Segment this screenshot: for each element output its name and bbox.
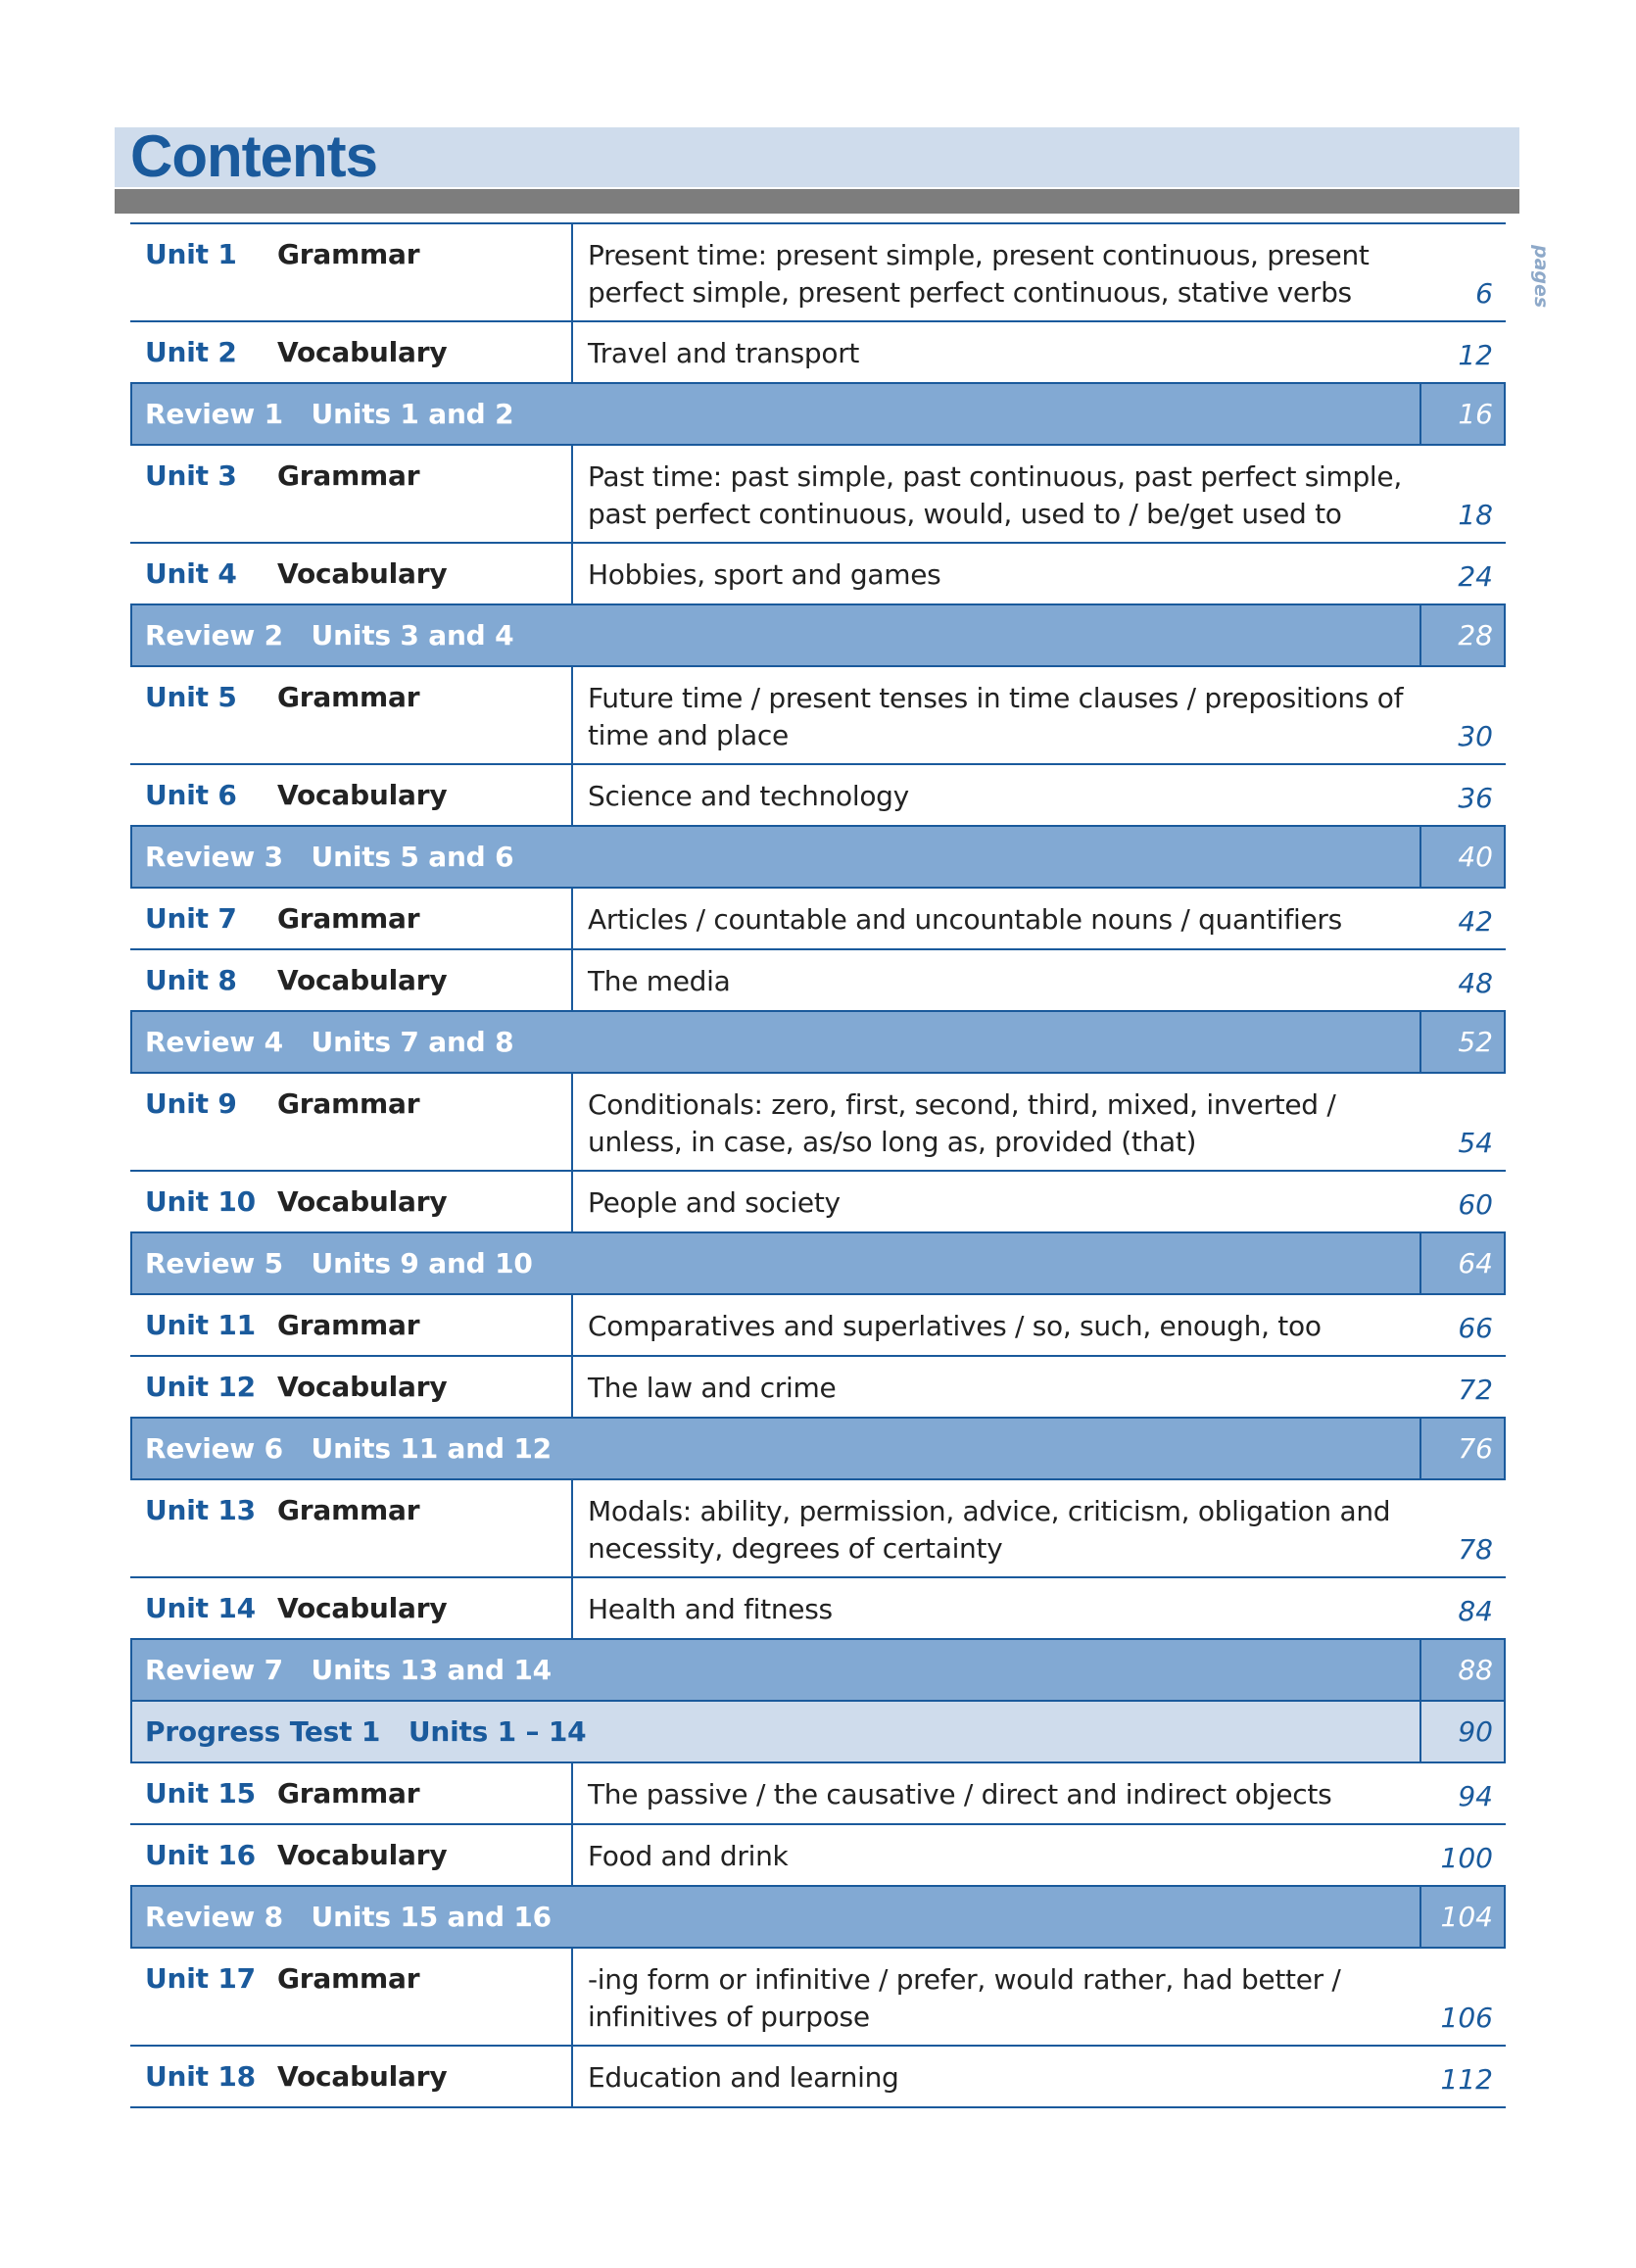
topic-cell	[573, 1825, 1506, 1885]
unit-cell	[130, 544, 573, 603]
unit-type: Vocabulary	[277, 1839, 448, 1871]
page-number: 72	[1458, 1374, 1493, 1406]
topic-cell	[573, 224, 1506, 320]
topic-cell	[573, 1074, 1506, 1170]
topic-line: The law and crime	[588, 1372, 837, 1404]
topic-line: Hobbies, sport and games	[588, 558, 941, 591]
page-number: 18	[1458, 499, 1493, 531]
toc-row-review[interactable]	[130, 605, 1506, 667]
spacer	[283, 1026, 312, 1058]
topic-line: Past time: past simple, past continuous, past perfect simple,	[588, 460, 1402, 493]
page-number: 28	[1458, 619, 1493, 651]
unit-number: Unit 9	[145, 1087, 237, 1120]
topic-line: The passive / the causative / direct and indirect objects	[588, 1778, 1332, 1810]
toc-row-unit[interactable]	[130, 224, 1506, 322]
page-cell	[1419, 1640, 1504, 1700]
topic-line: past perfect continuous, would, used to / be/get used to	[588, 498, 1342, 530]
unit-cell	[130, 765, 573, 825]
review-title: Review 4	[145, 1026, 283, 1058]
review-units: Units 7 and 8	[311, 1026, 514, 1058]
unit-type: Vocabulary	[277, 1371, 448, 1403]
topic-cell	[573, 950, 1506, 1010]
toc-row-unit[interactable]	[130, 446, 1506, 544]
page-cell	[1419, 605, 1504, 665]
page-cell	[1419, 827, 1504, 887]
toc-row-unit[interactable]	[130, 1763, 1506, 1825]
page-number: 90	[1458, 1715, 1493, 1748]
page-number: 40	[1458, 841, 1493, 873]
toc-row-review[interactable]	[130, 384, 1506, 446]
unit-cell	[130, 322, 573, 382]
spacer	[283, 619, 312, 651]
unit-number: Unit 17	[145, 1962, 256, 1995]
unit-type: Grammar	[277, 902, 420, 935]
unit-type: Vocabulary	[277, 964, 448, 996]
topic-line: necessity, degrees of certainty	[588, 1532, 1003, 1565]
spacer	[283, 1654, 312, 1686]
unit-cell	[130, 1480, 573, 1576]
review-units: Units 5 and 6	[311, 841, 514, 873]
page-number: 104	[1440, 1901, 1493, 1933]
unit-type: Grammar	[277, 681, 420, 713]
review-title: Review 6	[145, 1432, 283, 1465]
topic-cell	[573, 544, 1506, 603]
review-units: Units 13 and 14	[311, 1654, 552, 1686]
review-label	[132, 1640, 1419, 1700]
toc-row-review[interactable]	[130, 1233, 1506, 1295]
title-rule	[115, 189, 1519, 214]
topic-cell	[573, 1295, 1506, 1355]
topic-cell	[573, 667, 1506, 763]
unit-cell	[130, 1578, 573, 1638]
review-label	[132, 384, 1419, 444]
topic-line: Science and technology	[588, 780, 909, 812]
toc-row-unit[interactable]	[130, 1480, 1506, 1578]
unit-cell	[130, 2047, 573, 2106]
unit-type: Grammar	[277, 1087, 420, 1120]
toc-row-review[interactable]	[130, 1012, 1506, 1074]
unit-number: Unit 6	[145, 779, 237, 811]
toc-row-unit[interactable]	[130, 544, 1506, 605]
review-units: Units 9 and 10	[311, 1247, 533, 1279]
toc-row-unit[interactable]	[130, 950, 1506, 1012]
unit-cell	[130, 950, 573, 1010]
unit-cell	[130, 1357, 573, 1417]
unit-number: Unit 3	[145, 459, 237, 492]
toc-row-unit[interactable]	[130, 765, 1506, 827]
topic-line: infinitives of purpose	[588, 2001, 870, 2033]
unit-type: Grammar	[277, 459, 420, 492]
toc-row-unit[interactable]	[130, 889, 1506, 950]
page-number: 16	[1458, 398, 1493, 430]
unit-number: Unit 4	[145, 557, 237, 590]
review-label	[132, 1702, 1419, 1761]
contents-table	[130, 222, 1506, 2108]
review-units: Units 1 and 2	[311, 398, 514, 430]
toc-row-unit[interactable]	[130, 1074, 1506, 1172]
unit-number: Unit 7	[145, 902, 237, 935]
review-title: Review 1	[145, 398, 283, 430]
topic-cell	[573, 1578, 1506, 1638]
page-number: 54	[1458, 1127, 1493, 1159]
unit-cell	[130, 1172, 573, 1231]
toc-row-review[interactable]	[130, 1640, 1506, 1702]
topic-line: perfect simple, present perfect continuous, stative verbs	[588, 276, 1352, 309]
page-number: 100	[1440, 1842, 1493, 1874]
topic-cell	[573, 1480, 1506, 1576]
unit-type: Vocabulary	[277, 2060, 448, 2093]
unit-cell	[130, 889, 573, 948]
review-label	[132, 605, 1419, 665]
unit-type: Vocabulary	[277, 1185, 448, 1218]
topic-cell	[573, 1949, 1506, 2045]
toc-row-progress-test[interactable]	[130, 1702, 1506, 1763]
unit-type: Grammar	[277, 1962, 420, 1995]
unit-cell	[130, 667, 573, 763]
topic-cell	[573, 446, 1506, 542]
unit-type: Grammar	[277, 238, 420, 270]
topic-line: People and society	[588, 1186, 841, 1219]
page-cell	[1419, 1702, 1504, 1761]
toc-row-review[interactable]	[130, 1419, 1506, 1480]
toc-row-review[interactable]	[130, 827, 1506, 889]
review-units: Units 15 and 16	[311, 1901, 552, 1933]
review-label	[132, 1012, 1419, 1072]
unit-type: Grammar	[277, 1494, 420, 1526]
review-label	[132, 1419, 1419, 1478]
unit-number: Unit 8	[145, 964, 237, 996]
page-cell	[1419, 1012, 1504, 1072]
toc-row-unit[interactable]	[130, 322, 1506, 384]
review-title: Review 7	[145, 1654, 283, 1686]
topic-cell	[573, 889, 1506, 948]
page-cell	[1419, 1887, 1504, 1947]
page-number: 112	[1440, 2063, 1493, 2096]
page-number: 36	[1458, 782, 1493, 814]
review-units: Units 3 and 4	[311, 619, 514, 651]
topic-cell	[573, 765, 1506, 825]
topic-cell	[573, 322, 1506, 382]
toc-row-unit[interactable]	[130, 1578, 1506, 1640]
unit-cell	[130, 1074, 573, 1170]
unit-type: Vocabulary	[277, 557, 448, 590]
unit-number: Unit 1	[145, 238, 237, 270]
unit-cell	[130, 1949, 573, 2045]
toc-row-unit[interactable]	[130, 667, 1506, 765]
review-label	[132, 1233, 1419, 1293]
topic-line: Travel and transport	[588, 337, 860, 369]
page-number: 60	[1458, 1188, 1493, 1221]
pages-label: pages	[1530, 245, 1552, 309]
spacer	[283, 1901, 312, 1933]
toc-row-unit[interactable]	[130, 1295, 1506, 1357]
unit-number: Unit 18	[145, 2060, 256, 2093]
spacer	[283, 841, 312, 873]
page-number: 52	[1458, 1026, 1493, 1058]
unit-type: Vocabulary	[277, 779, 448, 811]
unit-cell	[130, 1763, 573, 1823]
topic-line: time and place	[588, 719, 789, 751]
review-title: Progress Test 1	[145, 1715, 381, 1748]
title-bar	[115, 123, 1519, 189]
unit-cell	[130, 1825, 573, 1885]
page-title: Contents	[130, 123, 377, 189]
unit-number: Unit 16	[145, 1839, 256, 1871]
review-label	[132, 1887, 1419, 1947]
topic-cell	[573, 1357, 1506, 1417]
unit-cell	[130, 446, 573, 542]
unit-type: Grammar	[277, 1777, 420, 1810]
toc-row-unit[interactable]	[130, 2047, 1506, 2108]
unit-number: Unit 10	[145, 1185, 256, 1218]
unit-number: Unit 11	[145, 1309, 256, 1341]
page-number: 12	[1458, 339, 1493, 371]
topic-line: unless, in case, as/so long as, provided (that)	[588, 1126, 1197, 1158]
page-number: 94	[1458, 1780, 1493, 1812]
toc-row-unit[interactable]	[130, 1357, 1506, 1419]
spacer	[380, 1715, 409, 1748]
unit-cell	[130, 1295, 573, 1355]
page-cell	[1419, 1419, 1504, 1478]
topic-cell	[573, 2047, 1506, 2106]
topic-cell	[573, 1172, 1506, 1231]
page-number: 76	[1458, 1432, 1493, 1465]
topic-line: Present time: present simple, present continuous, present	[588, 239, 1370, 271]
topic-cell	[573, 1763, 1506, 1823]
topic-line: Future time / present tenses in time clauses / prepositions of	[588, 682, 1404, 714]
spacer	[283, 1432, 312, 1465]
page-number: 48	[1458, 967, 1493, 999]
page-number: 6	[1475, 277, 1493, 310]
page-number: 78	[1458, 1533, 1493, 1566]
topic-line: -ing form or infinitive / prefer, would rather, had better /	[588, 1963, 1341, 1996]
unit-number: Unit 13	[145, 1494, 256, 1526]
review-units: Units 11 and 12	[311, 1432, 552, 1465]
unit-type: Vocabulary	[277, 336, 448, 368]
page-cell	[1419, 384, 1504, 444]
topic-line: Articles / countable and uncountable nouns / quantifiers	[588, 903, 1342, 936]
topic-line: Food and drink	[588, 1840, 789, 1872]
page-number: 24	[1458, 560, 1493, 593]
unit-number: Unit 15	[145, 1777, 256, 1810]
toc-row-review[interactable]	[130, 1887, 1506, 1949]
review-label	[132, 827, 1419, 887]
page-number: 66	[1458, 1312, 1493, 1344]
review-units: Units 1 – 14	[408, 1715, 587, 1748]
review-title: Review 2	[145, 619, 283, 651]
topic-line: Health and fitness	[588, 1593, 833, 1625]
page-number: 106	[1440, 2002, 1493, 2034]
page-number: 30	[1458, 720, 1493, 752]
unit-type: Vocabulary	[277, 1592, 448, 1624]
unit-type: Grammar	[277, 1309, 420, 1341]
unit-number: Unit 2	[145, 336, 237, 368]
unit-number: Unit 5	[145, 681, 237, 713]
topic-line: Conditionals: zero, first, second, third, mixed, inverted /	[588, 1088, 1336, 1121]
toc-row-unit[interactable]	[130, 1949, 1506, 2047]
spacer	[283, 1247, 312, 1279]
toc-row-unit[interactable]	[130, 1825, 1506, 1887]
page-number: 42	[1458, 905, 1493, 938]
spacer	[283, 398, 312, 430]
page-cell	[1419, 1233, 1504, 1293]
review-title: Review 3	[145, 841, 283, 873]
toc-row-unit[interactable]	[130, 1172, 1506, 1233]
page-number: 88	[1458, 1654, 1493, 1686]
topic-line: The media	[588, 965, 731, 997]
page-number: 64	[1458, 1247, 1493, 1279]
review-title: Review 8	[145, 1901, 283, 1933]
unit-number: Unit 12	[145, 1371, 256, 1403]
topic-line: Modals: ability, permission, advice, criticism, obligation and	[588, 1495, 1391, 1527]
topic-line: Education and learning	[588, 2061, 899, 2094]
topic-line: Comparatives and superlatives / so, such, enough, too	[588, 1310, 1322, 1342]
unit-number: Unit 14	[145, 1592, 256, 1624]
review-title: Review 5	[145, 1247, 283, 1279]
page-number: 84	[1458, 1595, 1493, 1627]
unit-cell	[130, 224, 573, 320]
